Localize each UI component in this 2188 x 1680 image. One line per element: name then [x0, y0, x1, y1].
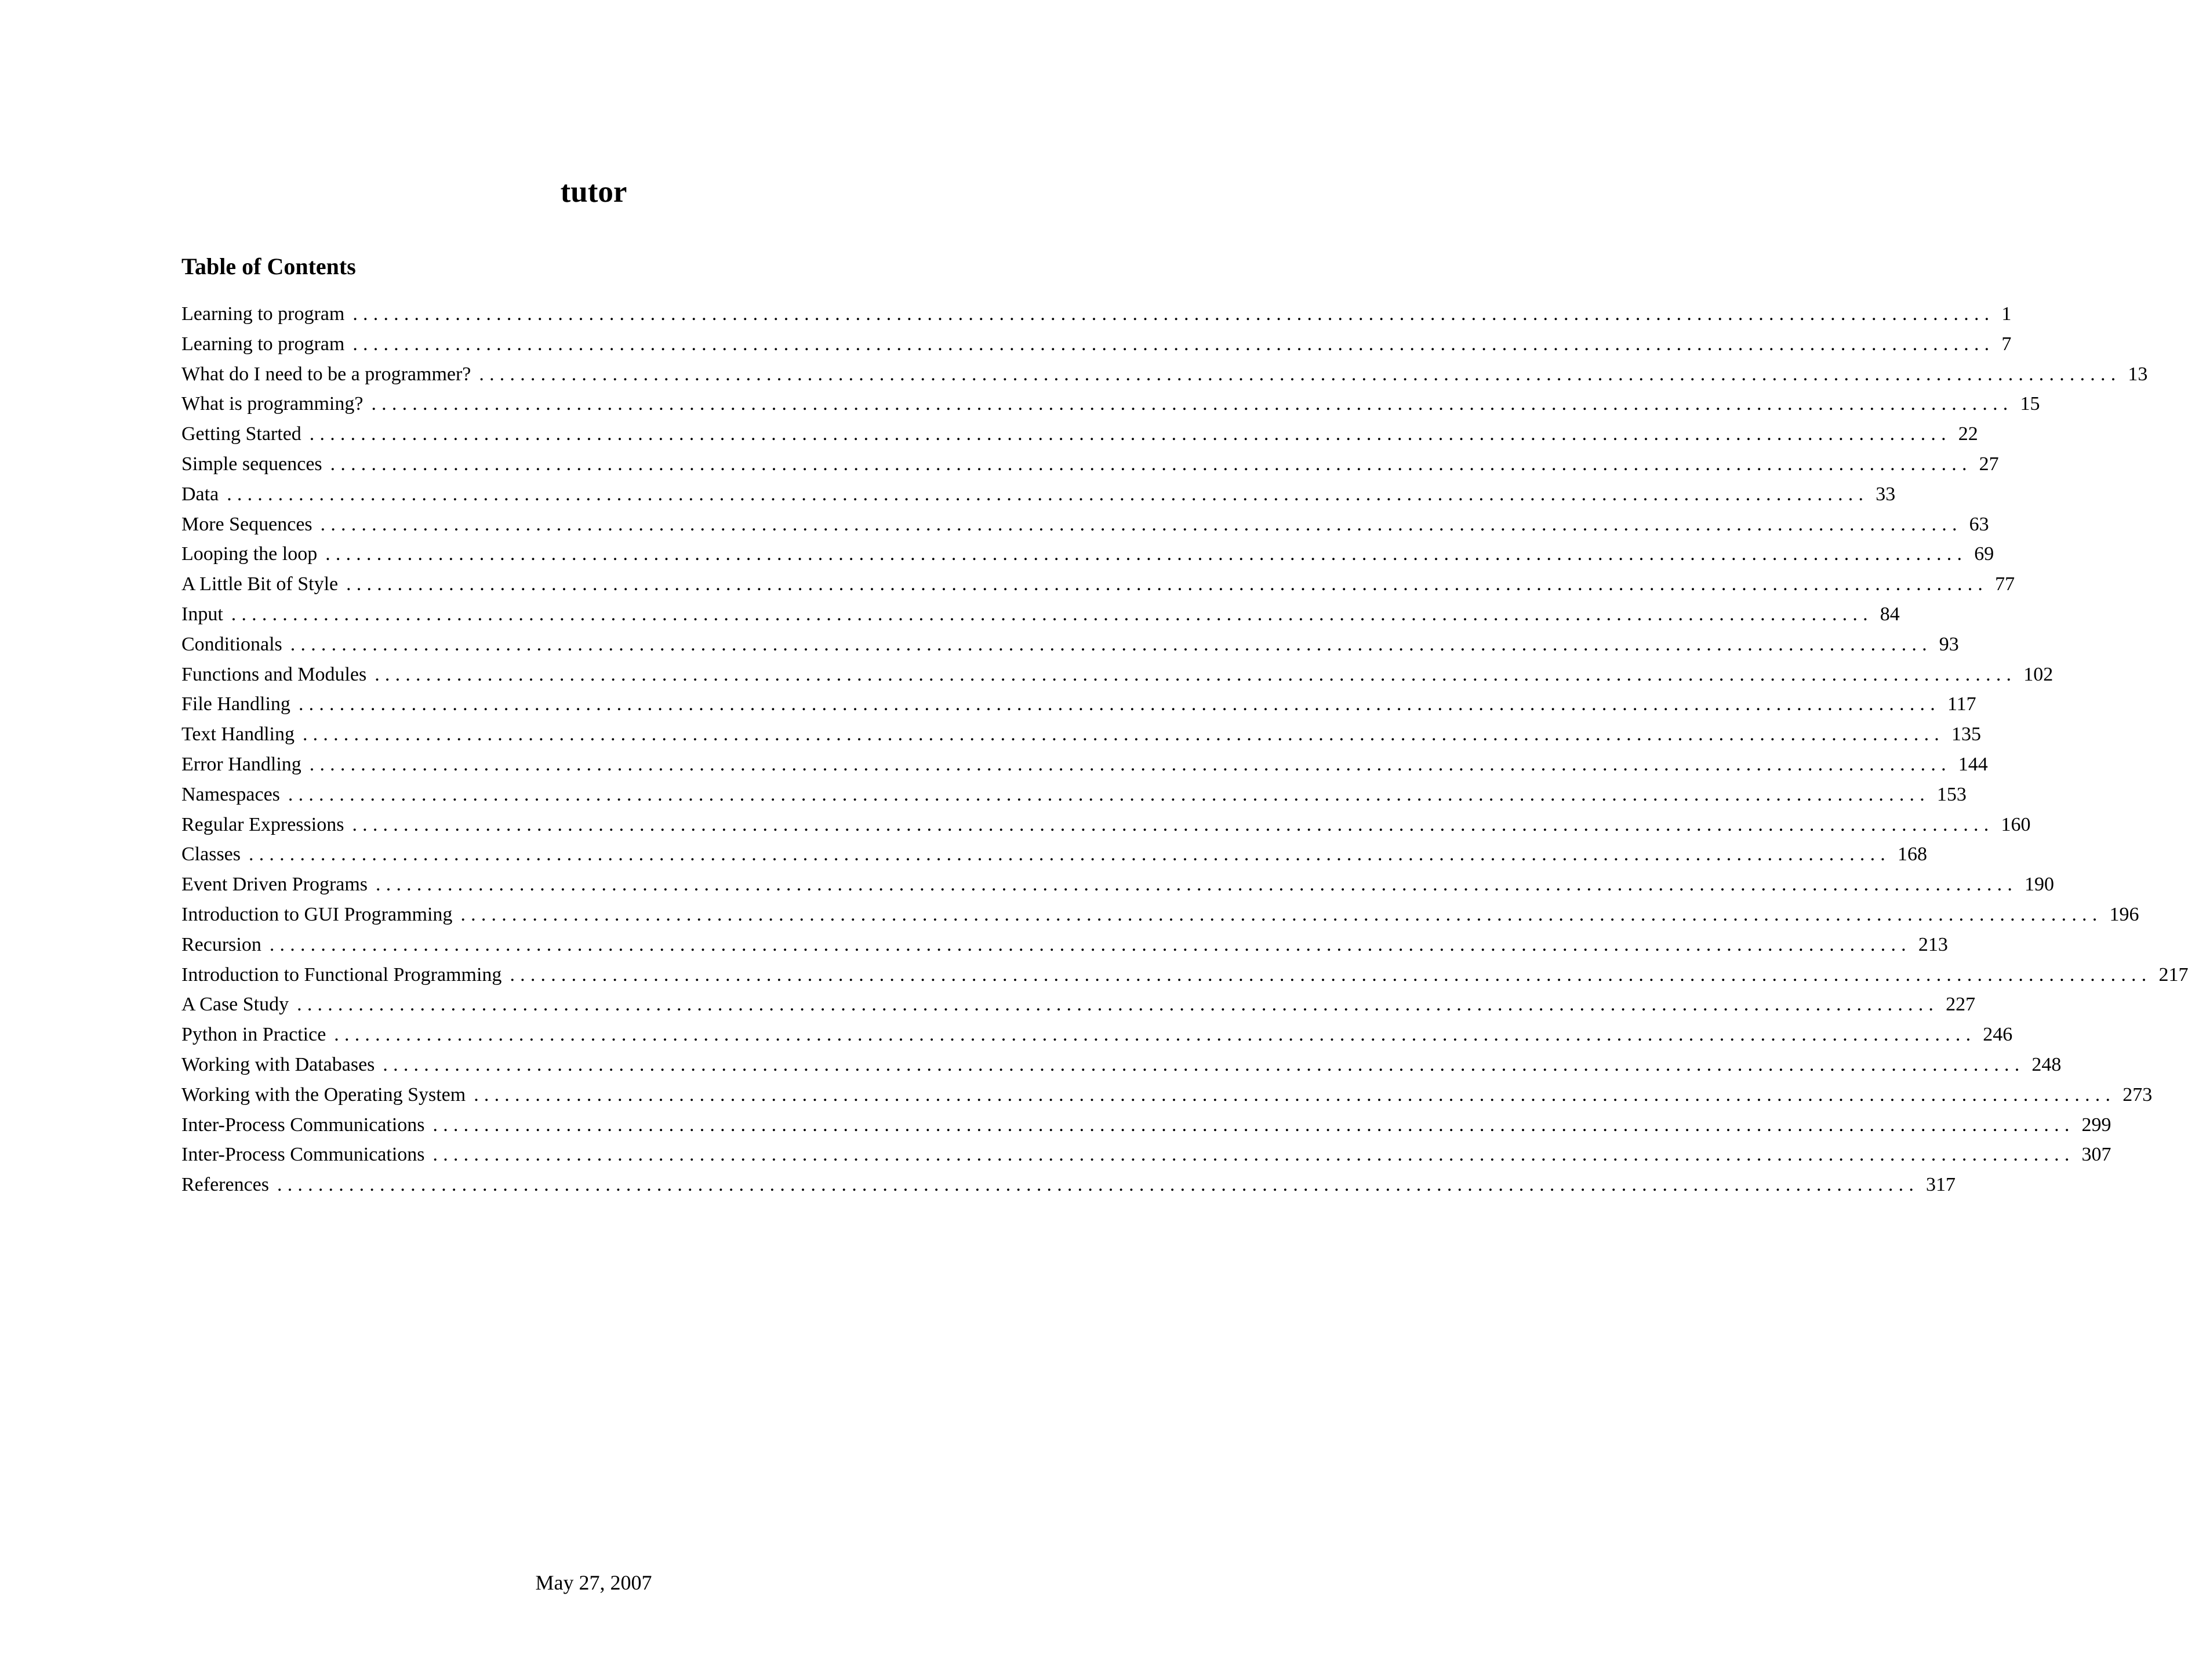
toc-entry-page: 84 [1880, 603, 1900, 625]
toc-entry[interactable] [181, 990, 1976, 1020]
toc-leader-dots: ................................................................................................................................................................ [227, 483, 1869, 505]
toc-entry-label: References [181, 1174, 270, 1196]
toc-entry-label: Working with the Operating System [181, 1083, 466, 1106]
toc-leader-dots: ................................................................................................................................................................ [297, 994, 1939, 1016]
toc-leader-dots: ................................................................................................................................................................ [290, 633, 1932, 655]
toc-leader-dots: ................................................................................................................................................................ [249, 843, 1891, 866]
toc-heading: Table of Contents [181, 253, 356, 279]
toc-entry-page: 13 [2128, 363, 2148, 385]
toc-entry[interactable] [181, 449, 1999, 479]
toc-entry-label: Event Driven Programs [181, 874, 368, 896]
toc-leader-dots: ................................................................................................................................................................ [474, 1083, 2116, 1106]
toc-entry-page: 15 [2020, 393, 2040, 415]
toc-entry[interactable] [181, 329, 2012, 359]
toc-entry-page: 33 [1876, 483, 1896, 505]
toc-entry-page: 273 [2122, 1083, 2153, 1106]
toc-entry[interactable] [181, 719, 1981, 750]
toc-entry[interactable] [181, 1020, 2013, 1050]
toc-entry-label: Data [181, 483, 219, 505]
toc-entry-label: Learning to program [181, 303, 345, 325]
toc-entry-label: Input [181, 603, 223, 625]
toc-entry[interactable] [181, 599, 1900, 630]
toc-entry-page: 117 [1947, 693, 1976, 715]
toc-entry-page: 168 [1898, 843, 1927, 866]
toc-leader-dots: ................................................................................................................................................................ [510, 963, 2152, 986]
toc-leader-dots: ................................................................................................................................................................ [277, 1174, 1920, 1196]
toc-entry[interactable] [181, 689, 1976, 719]
toc-leader-dots: ................................................................................................................................................................ [352, 813, 1994, 835]
toc-entry-page: 77 [1995, 573, 2015, 595]
toc-leader-dots: ................................................................................................................................................................ [330, 453, 1972, 475]
toc-entry-page: 63 [1969, 513, 1989, 535]
toc-entry[interactable] [181, 539, 1994, 569]
toc-leader-dots: ................................................................................................................................................................ [432, 1114, 2075, 1136]
footer-date: May 27, 2007 [535, 1571, 652, 1594]
toc-entry[interactable] [181, 389, 2040, 419]
toc-leader-dots: ................................................................................................................................................................ [320, 513, 1962, 535]
toc-entry[interactable] [181, 1110, 2111, 1140]
toc-entry-label: Inter-Process Communications [181, 1114, 425, 1136]
toc-entry-label: Working with Databases [181, 1053, 375, 1075]
toc-entry-label: Namespaces [181, 783, 280, 805]
toc-entry[interactable] [181, 900, 2139, 930]
toc-entry-page: 217 [2158, 963, 2188, 986]
toc-entry-page: 93 [1939, 633, 1959, 655]
toc-entry-page: 7 [2001, 333, 2012, 355]
toc-entry-page: 102 [2023, 663, 2053, 685]
toc-entry-page: 190 [2025, 874, 2055, 896]
toc-entry[interactable] [181, 630, 1959, 660]
toc-leader-dots: ................................................................................................................................................................ [376, 874, 2018, 896]
toc-leader-dots: ................................................................................................................................................................ [432, 1144, 2075, 1166]
toc-entry[interactable] [181, 569, 2015, 599]
toc-leader-dots: ................................................................................................................................................................ [269, 933, 1911, 955]
toc-leader-dots: ................................................................................................................................................................ [288, 783, 1930, 805]
toc-entry-label: Text Handling [181, 723, 295, 746]
toc-entry[interactable] [181, 510, 1989, 540]
toc-leader-dots: ................................................................................................................................................................ [309, 423, 1951, 445]
toc-leader-dots: ................................................................................................................................................................ [352, 303, 1995, 325]
toc-entry-page: 317 [1926, 1174, 1956, 1196]
toc-entry-label: Python in Practice [181, 1024, 326, 1046]
toc-entry[interactable] [181, 1140, 2111, 1170]
toc-entry[interactable] [181, 1050, 2062, 1080]
toc-entry[interactable] [181, 750, 1988, 780]
toc-entry[interactable] [181, 299, 2012, 329]
toc-entry[interactable] [181, 960, 2188, 990]
toc-leader-dots: ................................................................................................................................................................ [383, 1053, 2025, 1075]
toc-entry-label: A Little Bit of Style [181, 573, 339, 595]
toc-leader-dots: ................................................................................................................................................................ [309, 753, 1951, 775]
toc-entry-page: 153 [1936, 783, 1967, 805]
toc-entry-label: Regular Expressions [181, 813, 344, 835]
toc-entry[interactable] [181, 660, 2053, 690]
toc-entry-label: Recursion [181, 933, 261, 955]
toc-entry-label: Functions and Modules [181, 663, 367, 685]
toc-entry-page: 213 [1918, 933, 1948, 955]
toc-entry-page: 1 [2001, 303, 2012, 325]
toc-entry-page: 227 [1946, 994, 1976, 1016]
toc-leader-dots: ................................................................................................................................................................ [375, 663, 2017, 685]
toc-entry-page: 299 [2081, 1114, 2111, 1136]
toc-leader-dots: ................................................................................................................................................................ [298, 693, 1940, 715]
toc-entry[interactable] [181, 1170, 1956, 1200]
toc-entry[interactable] [181, 479, 1896, 510]
toc-entry-label: A Case Study [181, 994, 289, 1016]
toc-entry-label: Learning to program [181, 333, 345, 355]
toc-leader-dots: ................................................................................................................................................................ [352, 333, 1995, 355]
toc-leader-dots: ................................................................................................................................................................ [231, 603, 1873, 625]
toc-entry[interactable] [181, 839, 1927, 870]
toc-leader-dots: ................................................................................................................................................................ [479, 363, 2121, 385]
toc-leader-dots: ................................................................................................................................................................ [302, 723, 1945, 746]
toc-entry-label: Error Handling [181, 753, 301, 775]
toc-leader-dots: ................................................................................................................................................................ [334, 1024, 1976, 1046]
toc-entry-label: File Handling [181, 693, 290, 715]
toc-entry[interactable] [181, 930, 1948, 960]
toc-entry-page: 307 [2081, 1144, 2111, 1166]
toc-entry-label: Introduction to GUI Programming [181, 903, 453, 925]
toc-entry[interactable] [181, 359, 2148, 390]
toc-entry-label: Simple sequences [181, 453, 322, 475]
toc-list [181, 299, 2188, 1200]
toc-entry[interactable] [181, 780, 1967, 810]
toc-entry-page: 69 [1974, 543, 1994, 565]
toc-entry-label: More Sequences [181, 513, 312, 535]
toc-entry-page: 196 [2109, 903, 2139, 925]
toc-entry-label: What is programming? [181, 393, 364, 415]
toc-entry-label: Getting Started [181, 423, 301, 445]
toc-entry-page: 144 [1958, 753, 1988, 775]
toc-entry-page: 248 [2031, 1053, 2062, 1075]
toc-entry-label: Inter-Process Communications [181, 1144, 425, 1166]
toc-entry-page: 160 [2001, 813, 2031, 835]
toc-entry[interactable] [181, 1080, 2153, 1110]
toc-entry-page: 135 [1951, 723, 1981, 746]
toc-entry-label: Looping the loop [181, 543, 318, 565]
toc-entry-label: Classes [181, 843, 241, 866]
toc-entry-label: Introduction to Functional Programming [181, 963, 502, 986]
toc-leader-dots: ................................................................................................................................................................ [460, 903, 2103, 925]
toc-leader-dots: ................................................................................................................................................................ [346, 573, 1989, 595]
toc-entry-page: 246 [1983, 1024, 2013, 1046]
toc-entry-label: Conditionals [181, 633, 282, 655]
document-title: tutor [560, 175, 627, 209]
toc-entry-page: 22 [1958, 423, 1978, 445]
toc-entry[interactable] [181, 419, 1978, 449]
toc-entry[interactable] [181, 870, 2055, 900]
toc-entry[interactable] [181, 810, 2031, 840]
toc-entry-label: What do I need to be a programmer? [181, 363, 471, 385]
toc-entry-page: 27 [1979, 453, 1999, 475]
toc-leader-dots: ................................................................................................................................................................ [371, 393, 2013, 415]
toc-leader-dots: ................................................................................................................................................................ [325, 543, 1968, 565]
